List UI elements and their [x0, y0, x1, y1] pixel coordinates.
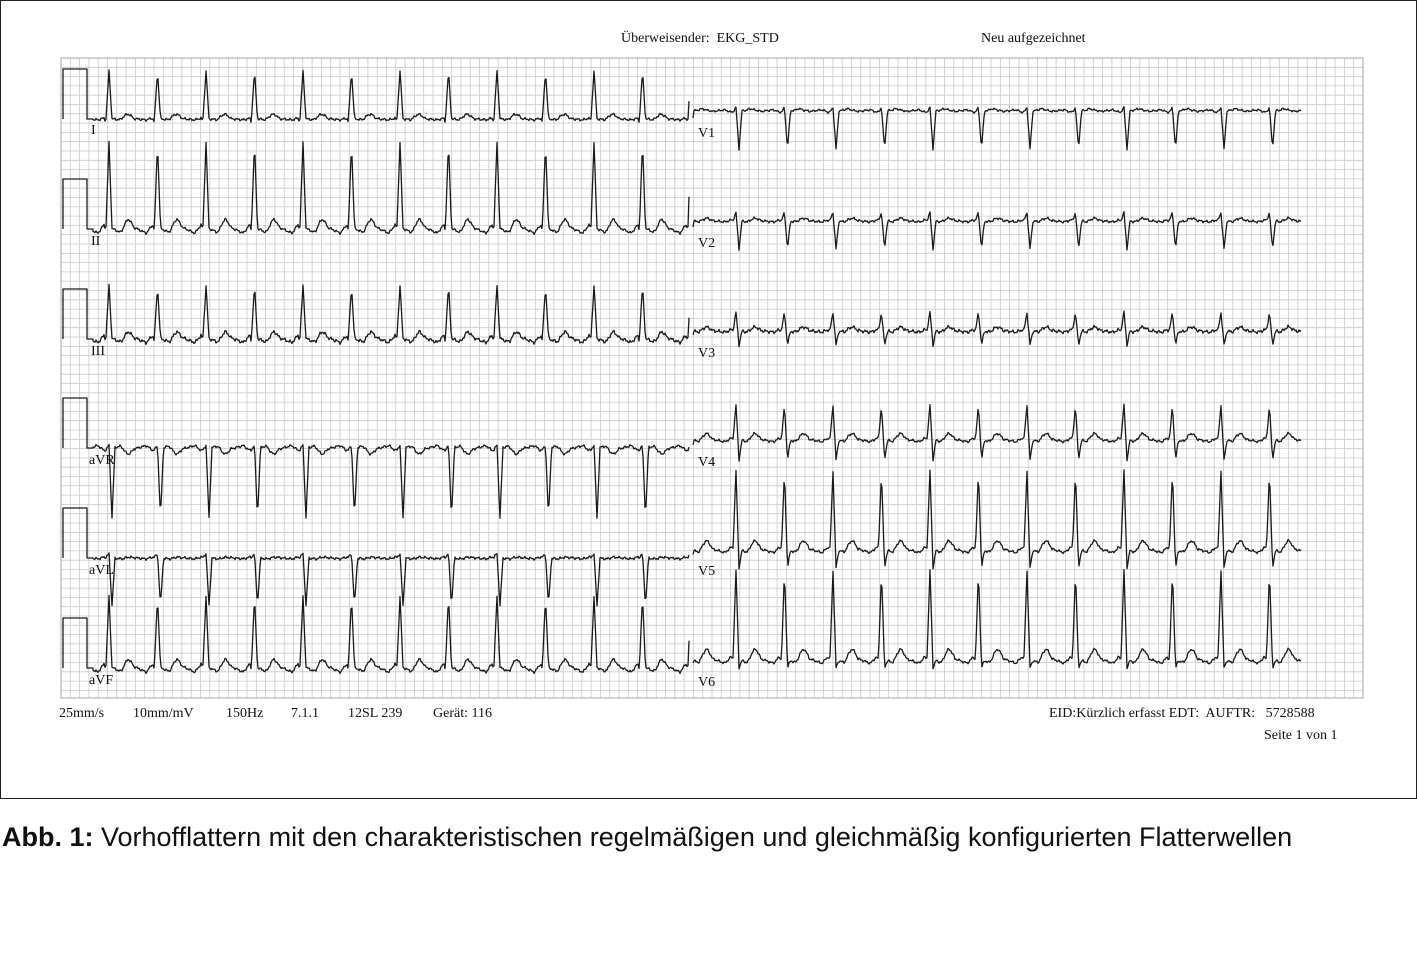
software-version: 7.1.1 — [291, 706, 319, 721]
device-number: Gerät: 116 — [433, 706, 492, 721]
analysis-program: 12SL 239 — [348, 706, 403, 721]
referrer-label: Überweisender: EKG_STD — [621, 31, 779, 46]
lead-label-avf: aVF — [89, 673, 114, 688]
paper-speed: 25mm/s — [59, 706, 105, 721]
ecg-grid — [61, 58, 1363, 698]
caption-text: Vorhofflattern mit den charakteristischen regelmäßigen und gleichmäßig konfigurierten Flatterwellen — [93, 822, 1293, 852]
lead-label-v2: V2 — [698, 236, 716, 251]
lead-label-iii: III — [91, 344, 105, 359]
lead-label-v5: V5 — [698, 564, 716, 579]
figure-caption — [2, 818, 1402, 856]
lead-label-avl: aVL — [89, 563, 114, 578]
grid-lines — [61, 58, 1363, 698]
lead-label-avr: aVR — [89, 453, 115, 468]
recording-status: Neu aufgezeichnet — [981, 31, 1086, 46]
lead-label-v3: V3 — [698, 346, 716, 361]
page-indicator: Seite 1 von 1 — [1264, 728, 1338, 743]
lead-label-ii: II — [91, 234, 101, 249]
lead-label-i: I — [91, 123, 96, 138]
lead-label-v4: V4 — [698, 455, 716, 470]
lead-label-v1: V1 — [698, 126, 716, 141]
order-info: EID:Kürzlich erfasst EDT: AUFTR: 5728588 — [1049, 706, 1315, 721]
lead-label-v6: V6 — [698, 675, 716, 690]
filter-frequency: 150Hz — [226, 706, 264, 721]
caption-label: Abb. 1: — [2, 822, 94, 852]
amplitude-gain: 10mm/mV — [133, 706, 194, 721]
